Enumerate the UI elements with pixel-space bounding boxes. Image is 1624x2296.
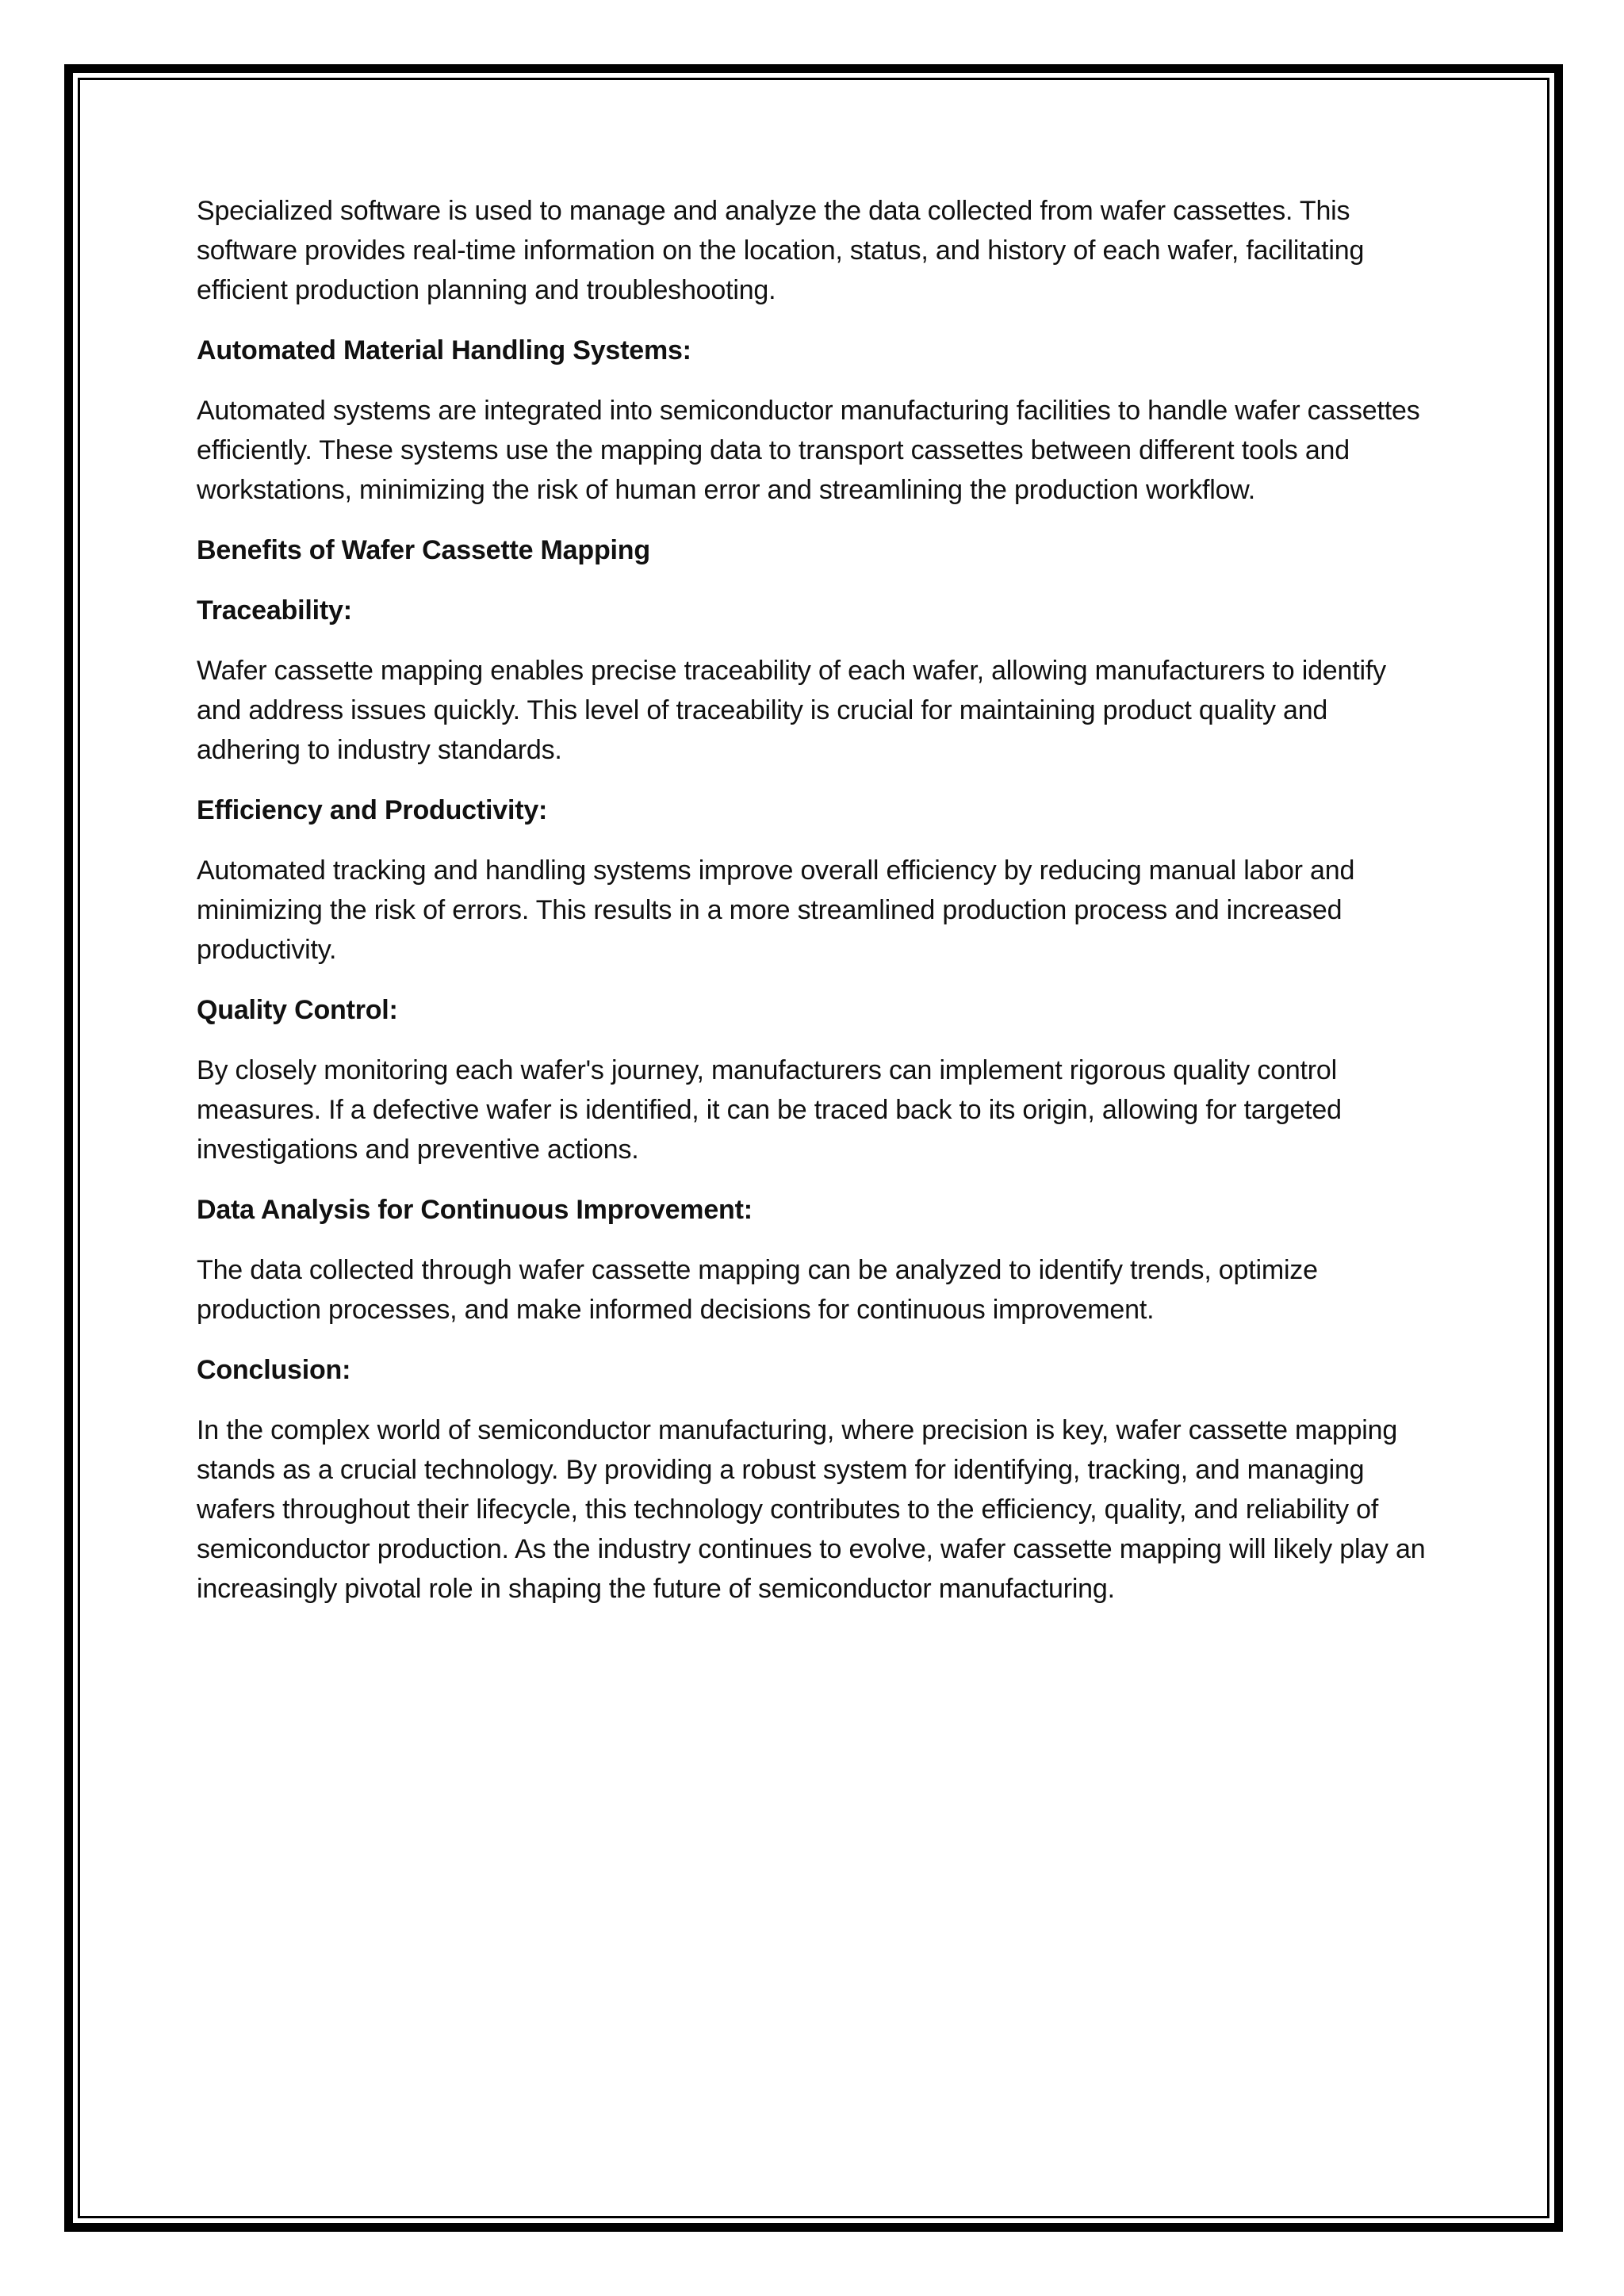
heading-traceability: Traceability: <box>197 595 352 626</box>
heading-quality-control: Quality Control: <box>197 995 398 1025</box>
document-body <box>197 191 1434 1629</box>
heading-benefits: Benefits of Wafer Cassette Mapping <box>197 535 650 565</box>
paragraph-data-analysis: The data collected through wafer cassette mapping can be analyzed to identify trends, optimize production processes, and make informed decisions for continuous improvement. <box>197 1255 1318 1325</box>
paragraph-quality-control: By closely monitoring each wafer's journey, manufacturers can implement rigorous quality control measures. If a defective wafer is identified, it can be traced back to its origin, allowing for targeted investigations and preventive actions. <box>197 1055 1342 1165</box>
heading-automated-material-handling: Automated Material Handling Systems: <box>197 335 691 365</box>
paragraph-efficiency: Automated tracking and handling systems improve overall efficiency by reducing manual labor and minimizing the risk of errors. This results in a more streamlined production process and increased productivity. <box>197 855 1355 965</box>
paragraph-conclusion: In the complex world of semiconductor manufacturing, where precision is key, wafer cassette mapping stands as a crucial technology. By providing a robust system for identifying, tracking, and managing wafers throughout their lifecycle, this technology contributes to the efficiency, quality, and reliability of semiconductor production. As the industry continues to evolve, wafer cassette mapping will likely play an increasingly pivotal role in shaping the future of semiconductor manufacturing. <box>197 1415 1426 1604</box>
heading-data-analysis: Data Analysis for Continuous Improvement: <box>197 1195 753 1225</box>
heading-conclusion: Conclusion: <box>197 1355 351 1385</box>
paragraph-automated-systems: Automated systems are integrated into semiconductor manufacturing facilities to handle wafer cassettes efficiently. These systems use the mapping data to transport cassettes between different tools and workstations, minimizing the risk of human error and streamlining the production workflow. <box>197 396 1420 505</box>
paragraph-specialized-software: Specialized software is used to manage and analyze the data collected from wafer cassettes. This software provides real-time information on the location, status, and history of each wafer, facilitating efficient production planning and troubleshooting. <box>197 196 1365 305</box>
heading-efficiency: Efficiency and Productivity: <box>197 795 548 825</box>
paragraph-traceability: Wafer cassette mapping enables precise traceability of each wafer, allowing manufacturers to identify and address issues quickly. This level of traceability is crucial for maintaining product quality and adhering to industry standards. <box>197 656 1386 765</box>
